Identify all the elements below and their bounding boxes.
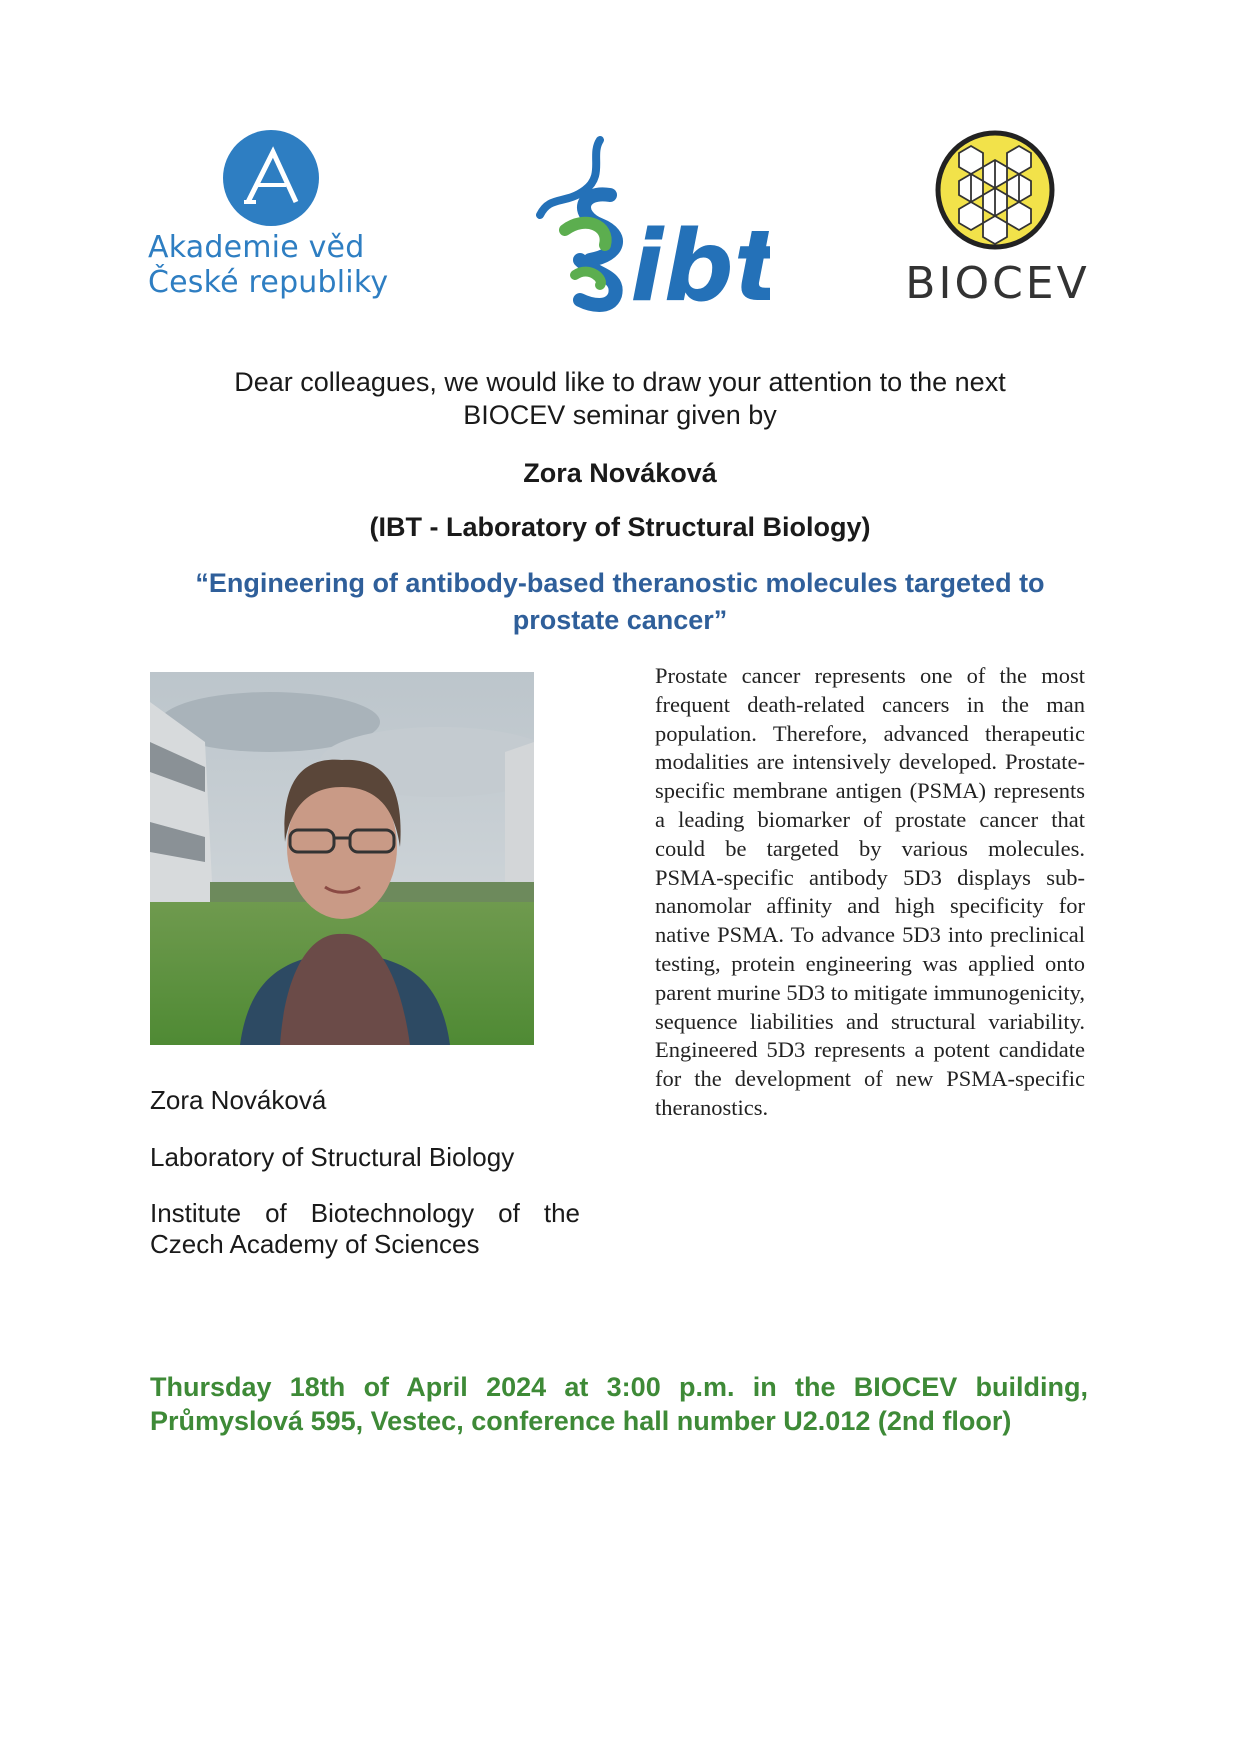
talk-title: [150, 565, 1090, 639]
caption-institute: Institute of Biotechnology of the Czech Academy of Sciences: [150, 1198, 580, 1259]
caption-lab: Laboratory of Structural Biology: [150, 1142, 515, 1172]
intro-line2: BIOCEV seminar given by: [463, 400, 777, 430]
ibt-protein-icon: [530, 135, 770, 315]
ibt-logo: [530, 135, 770, 315]
akademie-line1: Akademie věd: [148, 230, 365, 265]
intro-line1: Dear colleagues, we would like to draw your attention to the next: [234, 367, 1006, 397]
caption-name: Zora Nováková: [150, 1085, 327, 1115]
akademie-name: [148, 230, 408, 300]
talk-title-line2: prostate cancer”: [512, 605, 728, 635]
biocev-logo: [895, 130, 1100, 310]
ibt-wordmark: ibt: [630, 210, 770, 315]
abstract-text: Prostate cancer represents one of the most frequent death-related cancers in the man population. Therefore, advanced therapeutic modalities are intensively developed. Prostate-specific membrane antigen (PSMA) represents a leading biomarker of prostate cancer that could be targeted by various molecules. PSMA-specific antibody 5D3 displays sub-nanomolar affinity and high specificity for native PSMA. To advance 5D3 into preclinical testing, protein engineering was applied onto parent murine 5D3 to mitigate immunogenicity, sequence liabilities and structural variability. Engineered 5D3 represents a potent candidate for the development of new PSMA-specific theranostics.: [655, 663, 1085, 1120]
speaker-photo: [150, 672, 534, 1045]
akademie-ved-logo: [148, 130, 408, 310]
event-details: Thursday 18th of April 2024 at 3:00 p.m. in the BIOCEV building, Průmyslová 595, Vestec, conference hall number U2.012 (2nd floor): [150, 1372, 1088, 1436]
akademie-line2: České republiky: [148, 265, 389, 300]
biocev-hexagon-icon: [895, 130, 1100, 255]
biocev-wordmark: BIOCEV: [905, 258, 1090, 309]
speaker-name: Zora Nováková: [523, 458, 717, 488]
speaker-affiliation: (IBT - Laboratory of Structural Biology): [369, 512, 871, 542]
talk-title-line1: “Engineering of antibody-based theranostic molecules targeted to: [195, 568, 1045, 598]
intro-text: [150, 366, 1090, 432]
akademie-circle-icon: [148, 130, 408, 230]
